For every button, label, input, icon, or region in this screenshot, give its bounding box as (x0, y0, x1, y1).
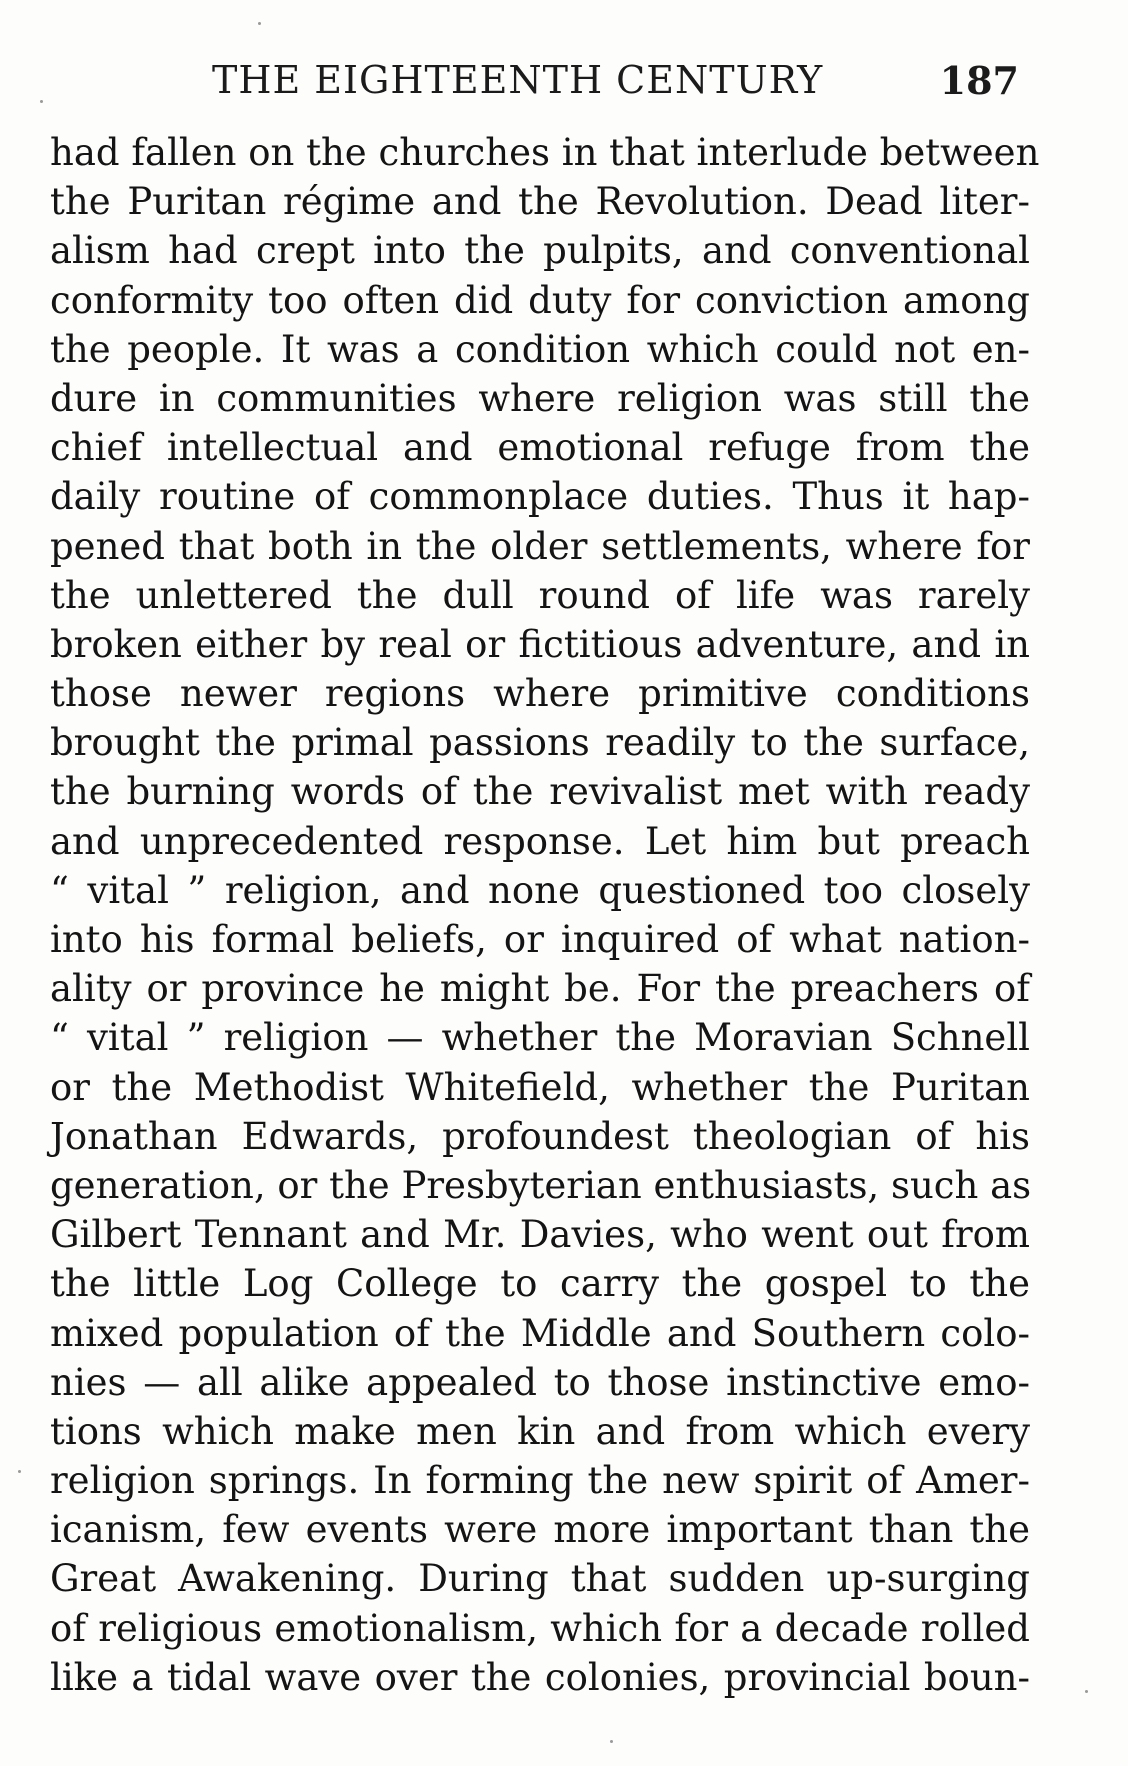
scan-speck (1085, 1690, 1088, 1693)
text-line: Jonathan Edwards, profoundest theologian of his (50, 1114, 1030, 1158)
scan-speck (258, 22, 261, 25)
text-line: and unprecedented response. Let him but preach (50, 819, 1030, 863)
running-head (190, 52, 1025, 112)
text-line: Great Awakening. During that sudden up-surging (50, 1557, 1030, 1601)
text-line: or the Methodist Whitefield, whether the Puritan (50, 1065, 1030, 1109)
text-line: chief intellectual and emotional refuge from the (50, 426, 1030, 470)
text-line: the burning words of the revivalist met with ready (50, 770, 1030, 814)
text-line: the unlettered the dull round of life was rarely (50, 573, 1030, 617)
text-line: those newer regions where primitive conditions (50, 672, 1030, 716)
text-line: daily routine of commonplace duties. Thus it hap- (50, 475, 1030, 519)
text-line: ality or province he might be. For the preachers of (50, 967, 1030, 1011)
scan-speck (610, 1740, 613, 1743)
text-line: pened that both in the older settlements, where for (50, 524, 1030, 568)
text-line: Gilbert Tennant and Mr. Davies, who went out from (50, 1213, 1030, 1257)
text-line: “ vital ” religion, and none questioned too closely (50, 868, 1030, 912)
running-title: THE EIGHTEENTH CENTURY (212, 58, 824, 102)
body-paragraph (50, 128, 1040, 1702)
text-line: like a tidal wave over the colonies, provincial boun- (50, 1655, 1030, 1699)
page-number: 187 (939, 58, 1019, 103)
text-line: conformity too often did duty for conviction among (50, 278, 1030, 322)
text-line: into his formal beliefs, or inquired of what nation- (50, 918, 1030, 961)
text-line: mixed population of the Middle and Southern colo- (50, 1311, 1030, 1355)
text-line: broken either by real or fictitious adventure, and in (50, 622, 1030, 666)
text-line: had fallen on the churches in that interlude between (50, 131, 1040, 174)
text-line: dure in communities where religion was still the (50, 376, 1030, 420)
text-line: nies — all alike appealed to those instinctive emo- (50, 1360, 1030, 1404)
text-line: the Puritan régime and the Revolution. Dead liter- (50, 180, 1030, 224)
scan-speck (18, 1470, 21, 1473)
text-line: icanism, few events were more important than the (50, 1508, 1030, 1552)
text-line: alism had crept into the pulpits, and conventional (50, 229, 1030, 273)
text-line: “ vital ” religion — whether the Moravian Schnell (50, 1016, 1030, 1060)
text-line: religion springs. In forming the new spirit of Amer- (50, 1459, 1030, 1503)
text-line: generation, or the Presbyterian enthusiasts, such as (50, 1163, 1032, 1207)
text-line: tions which make men kin and from which every (50, 1409, 1030, 1453)
text-line: of religious emotionalism, which for a decade rolled (50, 1606, 1030, 1650)
scan-speck (40, 100, 43, 103)
text-line: the people. It was a condition which could not en- (50, 327, 1030, 371)
text-line: the little Log College to carry the gospel to the (50, 1262, 1030, 1306)
text-line: brought the primal passions readily to the surface, (50, 721, 1030, 765)
